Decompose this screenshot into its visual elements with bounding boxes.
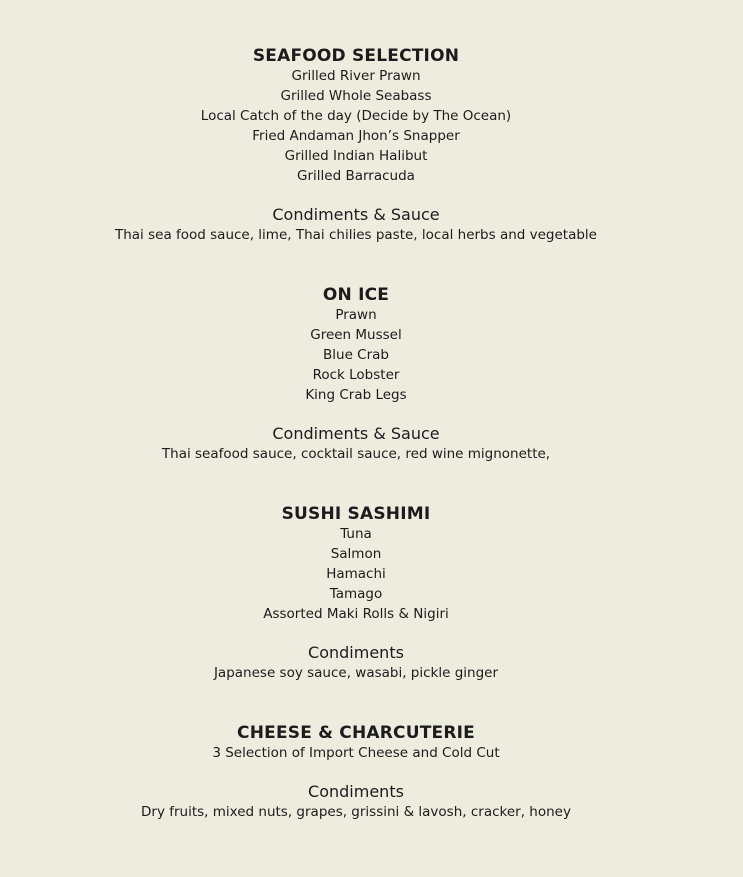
condiments-text: Thai seafood sauce, cocktail sauce, red wine mignonette, bbox=[161, 446, 551, 462]
menu-item: Grilled River Prawn bbox=[291, 68, 421, 84]
menu-item: Rock Lobster bbox=[312, 367, 400, 383]
menu-item: Assorted Maki Rolls & Nigiri bbox=[263, 606, 449, 622]
condiments-text: Thai sea food sauce, lime, Thai chilies paste, local herbs and vegetable bbox=[114, 227, 597, 243]
menu-item: Tamago bbox=[329, 586, 383, 602]
menu-content bbox=[0, 46, 712, 822]
menu-item: Grilled Indian Halibut bbox=[284, 148, 428, 164]
condiments-text: Japanese soy sauce, wasabi, pickle ginger bbox=[213, 665, 499, 681]
menu-item: Blue Crab bbox=[323, 347, 389, 363]
menu-item: Salmon bbox=[330, 546, 382, 562]
section-on-ice bbox=[0, 285, 712, 464]
section-heading: SUSHI SASHIMI bbox=[281, 504, 431, 524]
section-seafood-selection bbox=[0, 46, 712, 245]
menu-item: Prawn bbox=[335, 307, 377, 323]
condiments-title: Condiments bbox=[308, 782, 404, 801]
menu-item: Green Mussel bbox=[310, 327, 402, 343]
menu-item: Tuna bbox=[340, 526, 372, 542]
section-heading: ON ICE bbox=[322, 285, 390, 305]
section-sushi-sashimi bbox=[0, 504, 712, 683]
condiments-title: Condiments & Sauce bbox=[272, 424, 440, 443]
menu-item: 3 Selection of Import Cheese and Cold Cut bbox=[212, 745, 500, 761]
menu-item: King Crab Legs bbox=[305, 387, 407, 403]
menu-item: Grilled Whole Seabass bbox=[280, 88, 432, 104]
condiments-text: Dry fruits, mixed nuts, grapes, grissini & lavosh, cracker, honey bbox=[141, 804, 571, 820]
menu-item: Local Catch of the day (Decide by The Ocean) bbox=[200, 108, 512, 124]
section-heading: SEAFOOD SELECTION bbox=[252, 46, 460, 66]
section-cheese-charcuterie bbox=[0, 723, 712, 822]
menu-item: Hamachi bbox=[326, 566, 386, 582]
menu-item: Fried Andaman Jhon’s Snapper bbox=[252, 128, 460, 144]
section-heading: CHEESE & CHARCUTERIE bbox=[237, 723, 475, 743]
menu-item: Grilled Barracuda bbox=[297, 168, 415, 184]
condiments-title: Condiments & Sauce bbox=[272, 205, 440, 224]
condiments-title: Condiments bbox=[308, 643, 404, 662]
